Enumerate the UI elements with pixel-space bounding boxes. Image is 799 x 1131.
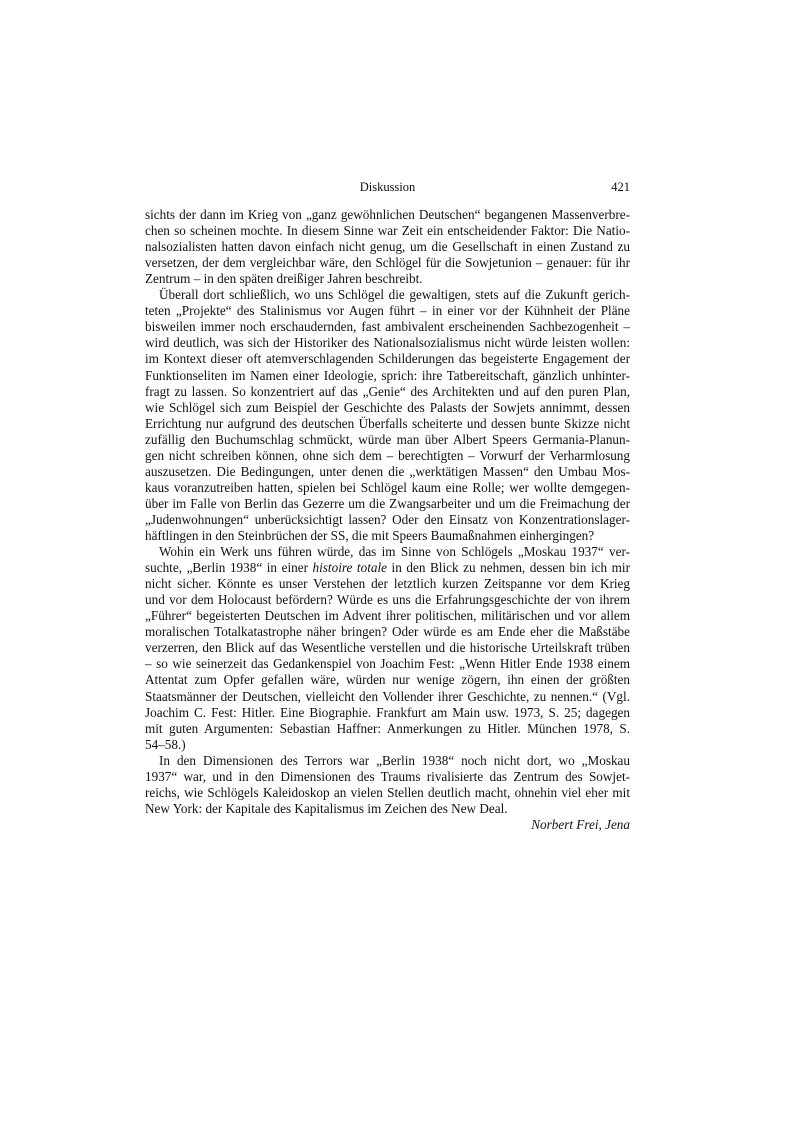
text-line: Wohin ein Werk uns führen würde, das im Sinne von Schlögels „Moskau 1937“ ver-	[159, 544, 630, 560]
text-line: Zentrum – in den späten dreißiger Jahren beschreibt.	[145, 271, 423, 287]
text-line: fragt zu lassen. So konzentriert auf das „Genie“ des Architekten und auf den puren Plan,	[145, 383, 630, 399]
author-signature: Norbert Frei, Jena	[531, 816, 630, 832]
text-line: Joachim C. Fest: Hitler. Eine Biographie. Frankfurt am Main usw. 1973, S. 25; dagegen	[145, 704, 630, 720]
text-segment: in den Blick zu nehmen, dessen bin ich mir	[386, 560, 630, 576]
text-line: reichs, wie Schlögels Kaleidoskop an vielen Stellen deutlich macht, ohnehin viel eher mit	[145, 784, 630, 800]
text-line: auszusetzen. Die Bedingungen, unter denen die „werktätigen Massen“ den Umbau Mos-	[145, 463, 630, 479]
text-line: 54–58.)	[145, 736, 186, 752]
text-line: verzerren, den Blick auf das Wesentliche verstellen und die historische Urteilskraft trüben	[145, 640, 630, 656]
text-line: wie Schlögel sich zum Beispiel der Geschichte des Palasts der Sowjets annimmt, dessen	[145, 399, 630, 415]
text-line: zufällig den Buchumschlag schmückt, würde man über Albert Speers Germania-Planun-	[145, 431, 630, 447]
running-header	[145, 180, 630, 196]
text-line: Errichtung nur aufgrund des deutschen Überfalls scheiterte und dessen bunte Skizze nicht	[145, 415, 630, 431]
text-segment: suchte, „Berlin 1938“ in einer	[145, 560, 313, 576]
text-line: 1937“ war, und in den Dimensionen des Traums rivalisierte das Zentrum des Sowjet-	[145, 768, 630, 784]
text-line: „Führer“ begeisterten Deutschen im Advent ihrer politischen, militärischen und vor allem	[145, 608, 630, 624]
text-line: moralischen Totalkatastrophe näher bringen? Oder würde es am Ende eher die Maßstäbe	[145, 624, 630, 640]
text-line: sichts der dann im Krieg von „ganz gewöhnlichen Deutschen“ begangenen Massenverbre-	[145, 207, 630, 222]
text-line: Funktionseliten im Namen einer Ideologie, sprich: ihre Tatbereitschaft, gänzlich unhinter-	[145, 367, 630, 383]
text-line: im Kontext dieser oft atemverschlagenden Schilderungen das begeisterte Engagement der	[145, 351, 630, 367]
text-line: Attentat zum Opfer gefallen wäre, würden nur wenige zögern, ihn einen der größten	[145, 672, 630, 688]
text-line: Staatsmänner der Deutschen, vielleicht den Vollender ihrer Geschichte, zu nennen.“ (Vgl.	[145, 688, 630, 704]
text-line: und vor dem Holocaust befördern? Würde es uns die Erfahrungsgeschichte der von ihrem	[145, 592, 630, 608]
text-line: teten „Projekte“ des Stalinismus vor Augen führt – in einer vor der Kühnheit der Pläne	[145, 303, 630, 319]
text-line: nalsozialisten hatten davon einfach nicht genug, um die Gesellschaft in einen Zustand zu	[145, 239, 630, 255]
text-line: über im Falle von Berlin das Gezerre um die Zwangsarbeiter und um die Freimachung der	[145, 495, 630, 511]
running-title: Diskussion	[359, 180, 416, 194]
italic-title: histoire totale	[312, 560, 387, 576]
text-line: kaus voranzutreiben hatten, spielen bei Schlögel kaum eine Rolle; wer wollte demgegen-	[145, 479, 630, 495]
page-number: 421	[611, 180, 630, 194]
text-line: wird deutlich, was sich der Historiker des Nationalsozialismus nicht würde leisten wollen:	[145, 335, 630, 351]
text-line: In den Dimensionen des Terrors war „Berlin 1938“ noch nicht dort, wo „Moskau	[159, 752, 630, 768]
text-line: New York: der Kapitale des Kapitalismus im Zeichen des New Deal.	[145, 800, 508, 816]
text-line: Überall dort schließlich, wo uns Schlögel die gewaltigen, stets auf die Zukunft gerich-	[159, 287, 630, 303]
text-line: mit guten Argumenten: Sebastian Haffner: Anmerkungen zu Hitler. München 1978, S.	[145, 720, 630, 736]
text-line: nicht sicher. Könnte es unser Verstehen der letztlich kurzen Zeitspanne vor dem Krieg	[145, 576, 630, 592]
text-line: „Judenwohnungen“ unberücksichtigt lassen? Oder den Einsatz von Konzentrationslager-	[145, 511, 630, 527]
text-line: chen so scheinen mochte. In diesem Sinne war Zeit ein entscheidender Faktor: Die Natio-	[145, 223, 630, 239]
text-line: bisweilen immer noch erschaudernden, fast ambivalent erscheinenden Sachbezogenheit –	[145, 319, 630, 335]
text-line: versetzen, der dem vergleichbar wäre, den Schlögel für die Sowjetunion – genauer: für ihr	[145, 255, 630, 271]
text-line: gen nicht schreiben können, ohne sich dem – berechtigten – Vorwurf der Verharmlosung	[145, 447, 630, 463]
text-line	[145, 560, 630, 576]
text-line: – so wie seinerzeit das Gedankenspiel von Joachim Fest: „Wenn Hitler Ende 1938 einem	[145, 656, 630, 672]
text-line: häftlingen in den Steinbrüchen der SS, die mit Speers Baumaßnahmen einhergingen?	[145, 528, 595, 543]
